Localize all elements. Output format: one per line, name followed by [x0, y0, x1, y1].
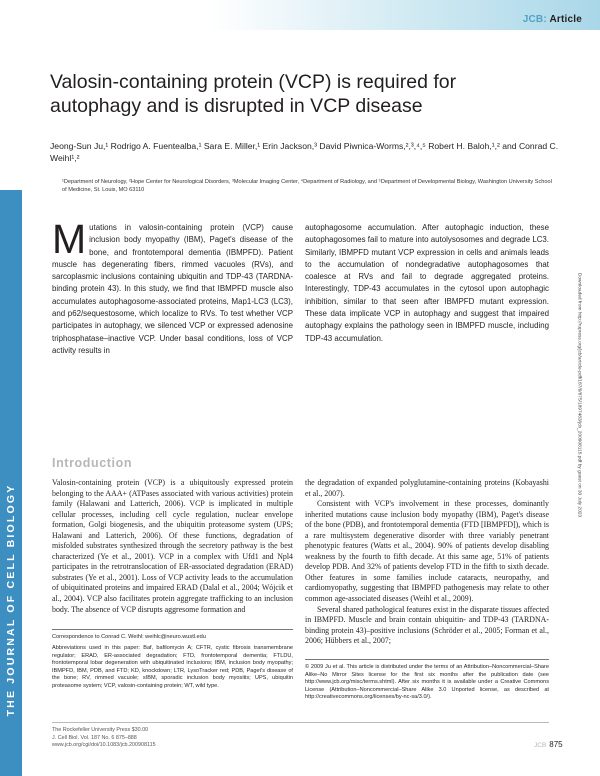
journal-abbrev: JCB: — [522, 14, 547, 25]
doi-link[interactable]: www.jcb.org/cgi/doi/10.1083/jcb.200908115 — [52, 742, 156, 749]
abbreviations-note: Abbreviations used in this paper: Baf, bafilomycin A; CFTR, cystic fibrosis transmembrane regulator; ERAD, ER-associated degradation; FTD, frontotemporal dementia; FTLDU, frontotemporal lobar degeneration with ubiquitinated inclusions; IBM, inclusion body myopathy; IBMPFD, IBM, PDB, and FTD; KD, knockdown; LTR, LysoTracker red; PDB, Paget's disease of the bone; RV, rimmed vacuole; sIBM, sporadic inclusion body myositis; UPS, ubiquitin proteasome system; VCP, valosin-containing protein; WT, wild type. — [52, 645, 293, 689]
footnote-divider — [52, 629, 293, 630]
footer-divider — [52, 722, 549, 723]
intro-right-column — [305, 478, 549, 647]
sidebar-journal-name: THE JOURNAL OF CELL BIOLOGY — [5, 483, 17, 717]
journal-header-bar — [0, 0, 600, 30]
copyright-divider — [305, 659, 549, 660]
correspondence-note: Correspondence to Conrad C. Weihl: weihlc@neuro.wustl.edu — [52, 634, 206, 640]
publication-info — [52, 727, 252, 750]
page-journal: JCB — [534, 742, 547, 749]
journal-sidebar — [0, 190, 22, 776]
page-number-value: 875 — [549, 740, 563, 749]
author-list: Jeong-Sun Ju,¹ Rodrigo A. Fuentealba,¹ Sara E. Miller,¹ Erin Jackson,³ David Piwnica-Worms,²,³,⁴,⁵ Robert H. Baloh,¹,² and Conrad C. Weihl¹,² — [50, 141, 559, 163]
download-note — [570, 180, 588, 610]
section-heading-introduction: Introduction — [52, 456, 133, 470]
intro-paragraph: Valosin-containing protein (VCP) is a ubiquitously expressed protein belonging to the AAA+ (ATPases associated with various activities) protein family (Halawani and Latterich, 2006). VCP is implicated in multiple cellular processes, including cell cycle regulation, nuclear envelope formation, Golgi biogenesis, and the ubiquitin proteasome system (UPS; Halawani and Latterich, 2006). Of these functions, degradation of misfolded substrates synthesized through the secretory pathway is the best characterized (Ye et al., 2001). VCP in a complex with Ufd1 and Npl4 participates in the retrotranslocation of ER-associated degradation (ERAD) substrates (Ye et al., 2001). Loss of VCP activity leads to the accumulation of ubiquitinated proteins and impaired ERAD (Dalal et al., 2004; Wójcik et al., 2004). VCP also facilitates protein aggregate trafficking to an inclusion body. The absence of VCP disrupts aggresome formation and — [52, 478, 293, 614]
intro-paragraph: the degradation of expanded polyglutamine-containing proteins (Kobayashi et al., 2007). — [305, 478, 549, 498]
abstract-dropcap: M — [52, 216, 87, 262]
intro-left-column — [52, 478, 293, 615]
page-number — [534, 740, 563, 749]
copyright-notice: © 2009 Ju et al. This article is distributed under the terms of an Attribution–Noncommercial–Share Alike–No Mirror Sites license for the first six months after the publication date (see http://www.jcb.org/misc/terms.shtml). After six months it is available under a Creative Commons License (Attribution–Noncommercial–Share Alike 3.0 Unported license, as described at http://creativecommons.org/licenses/by-nc-sa/3.0/). — [305, 664, 549, 700]
article-title: Valosin-containing protein (VCP) is required for autophagy and is disrupted in VCP disease — [50, 71, 457, 117]
publisher-line: The Rockefeller University Press $30.00 — [52, 727, 149, 733]
article-type: Article — [549, 14, 582, 25]
abstract-text-left: utations in valosin-containing protein (VCP) cause inclusion body myopathy (IBM), Paget's disease of the bone, and frontotemporal dementia (IBMPFD). Patient muscle has degenerating fibers, rimmed vacuoles (RVs), and sarcoplasmic inclusions containing ubiquitin and TDP-43 (TARDNA-binding protein 43). In this study, we find that IBMPFD muscle also accumulates autophagosome-associated proteins, Map1-LC3 (LC3), and p62/sequestosome, which localize to RVs. To test whether VCP participates in autophagy, we silenced VCP or expressed adenosine triphosphatase–inactive VCP. Under basal conditions, loss of VCP activity results in — [52, 223, 293, 355]
affiliations: ¹Department of Neurology, ²Hope Center for Neurological Disorders, ³Molecular Imaging Center, ⁴Department of Radiology, and ⁵Department of Developmental Biology, Washington University School of Medicine, St. Louis, MO 63110 — [62, 179, 552, 193]
citation-line: J. Cell Biol. Vol. 187 No. 6 875–888 — [52, 734, 137, 741]
abstract-right-column: autophagosome accumulation. After autophagic induction, these autophagosomes fail to mature into autolysosomes and degrade LC3. Similarly, IBMPFD mutant VCP expression in cells and animals leads to the accumulation of nondegradative autophagosomes that coalesce at RVs and fail to degrade aggregated proteins. Interestingly, TDP-43 accumulates in the cytosol upon autophagic inhibition, similar to that seen after IBMPFD mutant expression. These data implicate VCP in autophagy and suggest that impaired autophagy explains the pathology seen in IBMPFD muscle, including TDP-43 accumulation. — [305, 223, 549, 343]
abstract-left-column — [52, 216, 293, 357]
journal-section-label — [523, 14, 582, 25]
intro-paragraph: Consistent with VCP's involvement in these processes, dominantly inherited mutations cause inclusion body myopathy (IBM), Paget's disease of the bone (PDB), and frontotemporal dementia (FTD [IBMPFD]), which is a rare multisystem degenerative disorder with three variably penetrant phenotypic features (Watts et al., 2004). 90% of patients develop disabling weakness by the fourth to fifth decade. At this same age, 51% of patients develop PDB. And 32% of patients develop FTD in the fifth to sixth decade. Other features in some families include cataracts, neuropathy, and cardiomyopathy, suggesting that IBMPFD pathogenesis may relate to other common age-associated diseases (Weihl et al., 2009). — [305, 499, 549, 604]
intro-paragraph: Several shared pathological features exist in the disparate tissues affected in IBMPFD. Muscle and brain contain ubiquitin- and TDP-43 (TARDNA-binding protein 43)–positive inclusions (Schröder et al., 2005; Forman et al., 2006; Hübbers et al., 2007; — [305, 604, 549, 646]
download-note-text: Downloaded from http://rupress.org/jcb/article-pdf/187/6/875/1897483/jcb_200908115.pdf by guest on 30 July 2023 — [576, 272, 582, 518]
